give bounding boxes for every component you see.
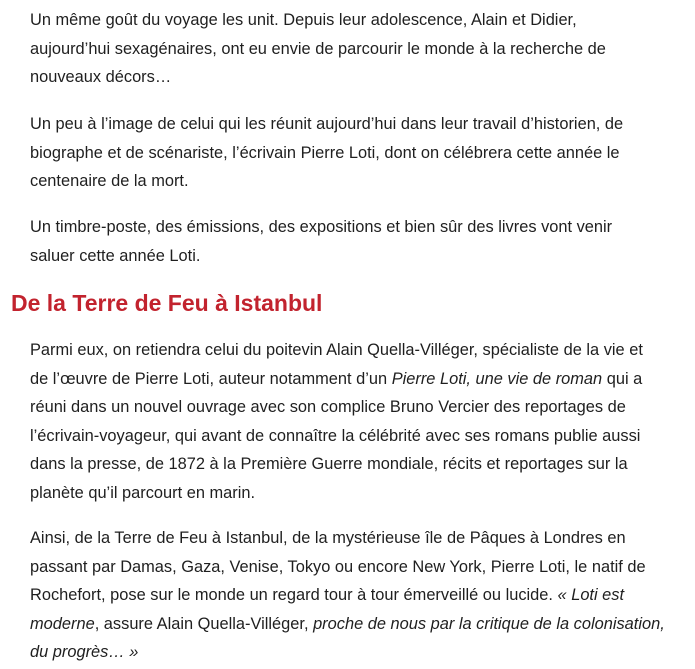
paragraph-intro bbox=[30, 6, 695, 92]
quote-segment: « Loti est bbox=[557, 586, 625, 604]
text-line: centenaire de la mort. bbox=[30, 172, 189, 190]
text-line: passant par Damas, Gaza, Venise, Tokyo ou encore New York, Pierre Loti, le natif de bbox=[30, 557, 646, 576]
text-line: Un même goût du voyage les unit. Depuis leur adolescence, Alain et Didier, bbox=[30, 11, 577, 29]
text-line: dans la presse, de 1872 à la Première Guerre mondiale, récits et reportages sur la bbox=[30, 455, 628, 473]
text-line bbox=[30, 581, 695, 610]
paragraph-voyages bbox=[30, 524, 695, 667]
text-line bbox=[30, 638, 695, 667]
text-line: nouveaux décors… bbox=[30, 68, 172, 86]
text-segment: Rochefort, pose sur le monde un regard tour à tour émerveillé ou lucide. bbox=[30, 586, 558, 604]
text-line: Parmi eux, on retiendra celui du poitevin Alain Quella-Villéger, spécialiste de la vie et bbox=[30, 341, 643, 359]
paragraph-pierre-loti bbox=[30, 110, 695, 196]
text-line bbox=[30, 610, 695, 639]
text-line: aujourd’hui sexagénaires, ont eu envie de parcourir le monde à la recherche de bbox=[30, 39, 606, 58]
quote-segment: proche de nous par la critique de la colonisation, bbox=[313, 614, 665, 633]
text-line: biographe et de scénariste, l’écrivain Pierre Loti, dont on célébrera cette année le bbox=[30, 143, 620, 162]
text-segment: qui a bbox=[602, 369, 643, 388]
paragraph-timbre bbox=[30, 213, 695, 270]
text-line: planète qu’il parcourt en marin. bbox=[30, 483, 256, 502]
section-heading: De la Terre de Feu à Istanbul bbox=[11, 290, 323, 316]
paragraph-quella-villeger bbox=[30, 336, 695, 507]
text-line: saluer cette année Loti. bbox=[30, 246, 201, 265]
text-segment: , assure Alain Quella-Villéger, bbox=[94, 614, 314, 633]
text-line: Un peu à l’image de celui qui les réunit aujourd’hui dans leur travail d’historien, de bbox=[30, 115, 624, 133]
text-line: Un timbre-poste, des émissions, des expositions et bien sûr des livres vont venir bbox=[30, 218, 613, 236]
text-line: Ainsi, de la Terre de Feu à Istanbul, de la mystérieuse île de Pâques à Londres en bbox=[30, 529, 626, 547]
text-line: réuni dans un nouvel ouvrage avec son complice Bruno Vercier des reportages de bbox=[30, 398, 626, 416]
text-segment: de l’œuvre de Pierre Loti, auteur notamment d’un bbox=[30, 369, 392, 388]
text-line: l’écrivain-voyageur, qui avant de connaître la célébrité avec ses romans publie aussi bbox=[30, 426, 641, 445]
text-line bbox=[30, 365, 695, 394]
quote-segment: du progrès… » bbox=[30, 643, 139, 661]
quote-segment: moderne bbox=[30, 614, 95, 633]
book-title: Pierre Loti, une vie de roman bbox=[391, 369, 603, 388]
